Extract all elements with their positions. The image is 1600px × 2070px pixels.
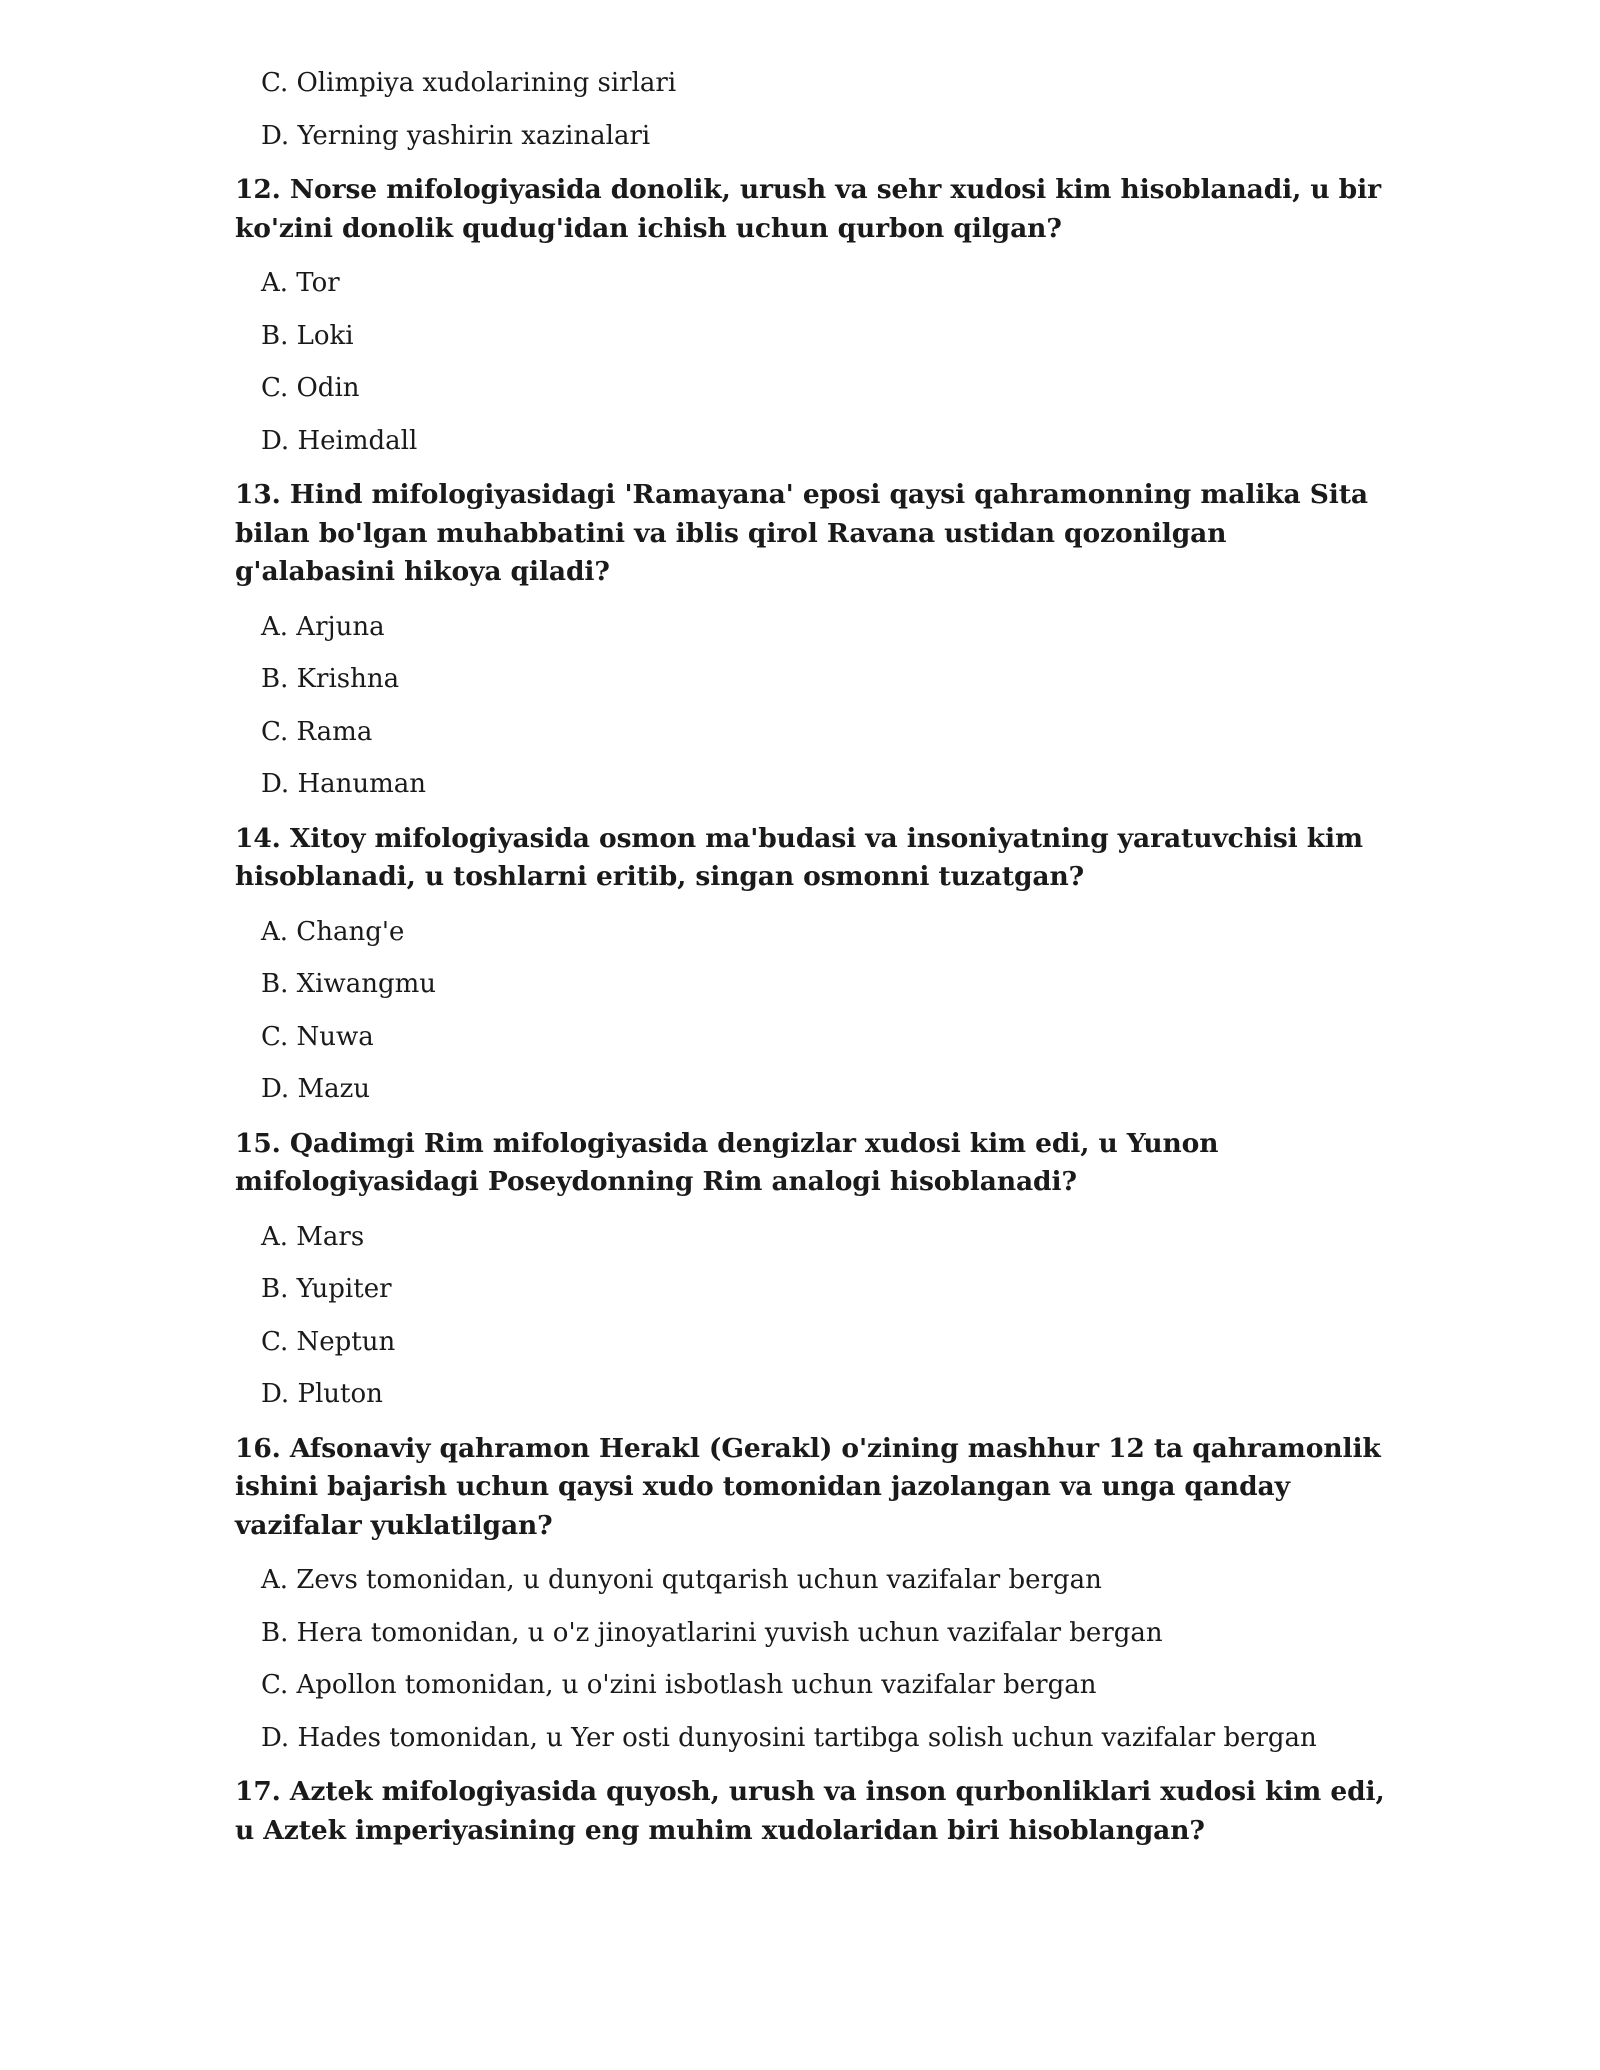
question-text: 12. Norse mifologiyasida donolik, urush va sehr xudosi kim hisoblanadi, u bir ko'zini donolik qudug'idan ichish uchun qurbon qilgan? (235, 174, 1381, 244)
question-13 (235, 476, 1385, 801)
option-a: A. Chang'e (261, 916, 405, 947)
question-text: 15. Qadimgi Rim mifologiyasida dengizlar xudosi kim edi, u Yunon mifologiyasidagi Poseydonning Rim analogi hisoblanadi? (235, 1127, 1219, 1197)
question-text: 13. Hind mifologiyasidagi 'Ramayana' eposi qaysi qahramonning malika Sita bilan bo'lgan muhabbatini va iblis qirol Ravana ustidan qozonilgan g'alabasini hikoya qiladi? (235, 479, 1368, 587)
option-b: B. Hera tomonidan, u o'z jinoyatlarini yuvish uchun vazifalar bergan (261, 1617, 1163, 1648)
option-d: D. Mazu (261, 1074, 371, 1104)
option-a: A. Mars (261, 1221, 365, 1252)
option-d: D. Heimdall (261, 425, 418, 456)
question-text: 16. Afsonaviy qahramon Herakl (Gerakl) o'zining mashhur 12 ta qahramonlik ishini bajarish uchun qaysi xudo tomonidan jazolangan va unga qanday vazifalar yuklatilgan? (235, 1432, 1381, 1541)
option-a: A. Zevs tomonidan, u dunyoni qutqarish uchun vazifalar bergan (261, 1565, 1102, 1595)
option-b: B. Krishna (261, 664, 400, 694)
option-c: C. Olimpiya xudolarining sirlari (261, 68, 677, 98)
option-c: C. Odin (261, 373, 360, 403)
option-c: C. Rama (261, 716, 373, 747)
option-d: D. Yerning yashirin xazinalari (261, 120, 651, 151)
option-d: D. Pluton (261, 1379, 383, 1409)
option-d: D. Hades tomonidan, u Yer osti dunyosini tartibga solish uchun vazifalar bergan (261, 1722, 1317, 1753)
option-b: B. Xiwangmu (261, 969, 437, 999)
question-12 (235, 171, 1385, 458)
question-text: 14. Xitoy mifologiyasida osmon ma'budasi va insoniyatning yaratuvchisi kim hisoblanadi, u toshlarni eritib, singan osmonni tuzatgan? (235, 822, 1363, 892)
question-17 (235, 1773, 1385, 1850)
question-15 (235, 1125, 1385, 1412)
leading-options (235, 66, 1385, 153)
option-c: C. Apollon tomonidan, u o'zini isbotlash uchun vazifalar bergan (261, 1670, 1097, 1700)
option-a: A. Tor (261, 268, 340, 298)
option-b: B. Loki (261, 320, 354, 351)
option-a: A. Arjuna (261, 611, 385, 642)
option-b: B. Yupiter (261, 1274, 392, 1304)
option-d: D. Hanuman (261, 769, 427, 799)
option-c: C. Neptun (261, 1326, 396, 1357)
question-14 (235, 820, 1385, 1107)
quiz-content (235, 66, 1385, 1868)
question-text: 17. Aztek mifologiyasida quyosh, urush va inson qurbonliklari xudosi kim edi, u Aztek imperiyasining eng muhim xudolaridan biri hisoblangan? (235, 1776, 1385, 1846)
option-c: C. Nuwa (261, 1021, 374, 1052)
question-16 (235, 1430, 1385, 1755)
